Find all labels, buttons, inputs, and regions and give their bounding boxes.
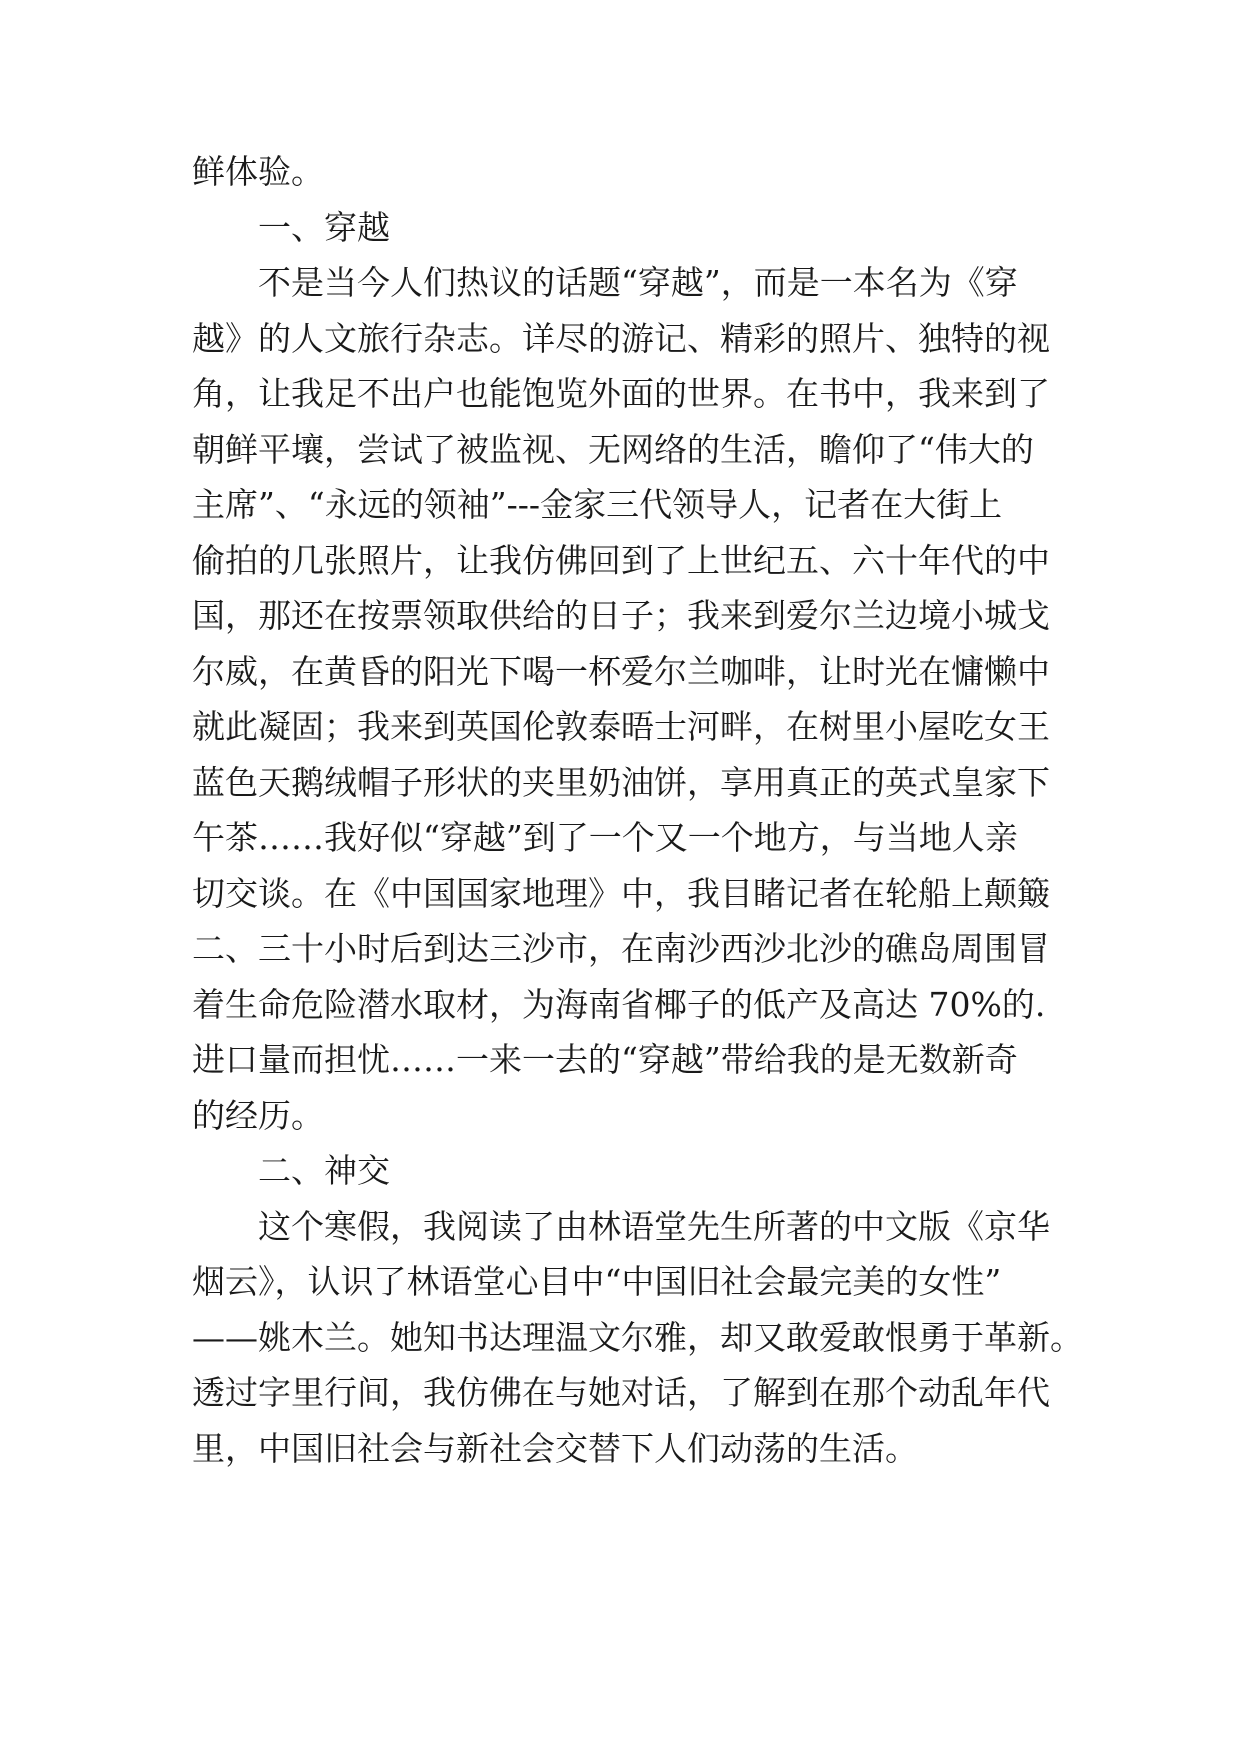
paragraph-line: 蓝色天鹅绒帽子形状的夹里奶油饼，享用真正的英式皇家下 (192, 762, 1050, 802)
paragraph-line: 这个寒假，我阅读了由林语堂先生所著的中文版《京华 (258, 1206, 1050, 1246)
paragraph-line: 透过字里行间，我仿佛在与她对话，了解到在那个动乱年代 (192, 1373, 1050, 1412)
paragraph-line: 不是当今人们热议的话题“穿越”，而是一本名为《穿 (258, 263, 1018, 302)
section-heading-communion: 二、神交 (258, 1151, 390, 1190)
paragraph-line: 就此凝固；我来到英国伦敦泰晤士河畔，在树里小屋吃女王 (192, 707, 1050, 746)
paragraph-line: 主席”、“永远的领袖”---金家三代领导人，记者在大街上 (192, 485, 1003, 524)
paragraph-line: 国，那还在按票领取供给的日子；我来到爱尔兰边境小城戈 (192, 596, 1050, 635)
paragraph-line: 鲜体验。 (192, 152, 324, 191)
paragraph-line: 的经历。 (192, 1095, 324, 1135)
paragraph-line: 着生命危险潜水取材，为海南省椰子的低产及高达 70%的. (192, 984, 1046, 1024)
paragraph-line: ——姚木兰。她知书达理温文尔雅，却又敢爱敢恨勇于革新。 (192, 1317, 1083, 1357)
paragraph-line: 烟云》，认识了林语堂心目中“中国旧社会最完美的女性” (192, 1262, 1002, 1301)
paragraph-line: 进口量而担忧……一来一去的“穿越”带给我的是无数新奇 (192, 1040, 1018, 1079)
paragraph-line: 偷拍的几张照片，让我仿佛回到了上世纪五、六十年代的中 (192, 540, 1050, 580)
paragraph-line: 越》的人文旅行杂志。详尽的游记、精彩的照片、独特的视 (192, 318, 1050, 358)
paragraph-line: 午茶……我好似“穿越”到了一个又一个地方，与当地人亲 (192, 818, 1018, 857)
paragraph-line: 切交谈。在《中国国家地理》中，我目睹记者在轮船上颠簸 (192, 873, 1050, 913)
paragraph-line: 角，让我足不出户也能饱览外面的世界。在书中，我来到了 (192, 374, 1050, 413)
document-body (192, 144, 1083, 1476)
paragraph-line: 尔威，在黄昏的阳光下喝一杯爱尔兰咖啡，让时光在慵懒中 (192, 651, 1050, 691)
paragraph-line: 里，中国旧社会与新社会交替下人们动荡的生活。 (192, 1428, 918, 1468)
paragraph-line: 二、三十小时后到达三沙市，在南沙西沙北沙的礁岛周围冒 (192, 929, 1050, 968)
paragraph-line: 朝鲜平壤，尝试了被监视、无网络的生活，瞻仰了“伟大的 (192, 429, 1034, 469)
section-heading-travel: 一、穿越 (258, 207, 390, 247)
